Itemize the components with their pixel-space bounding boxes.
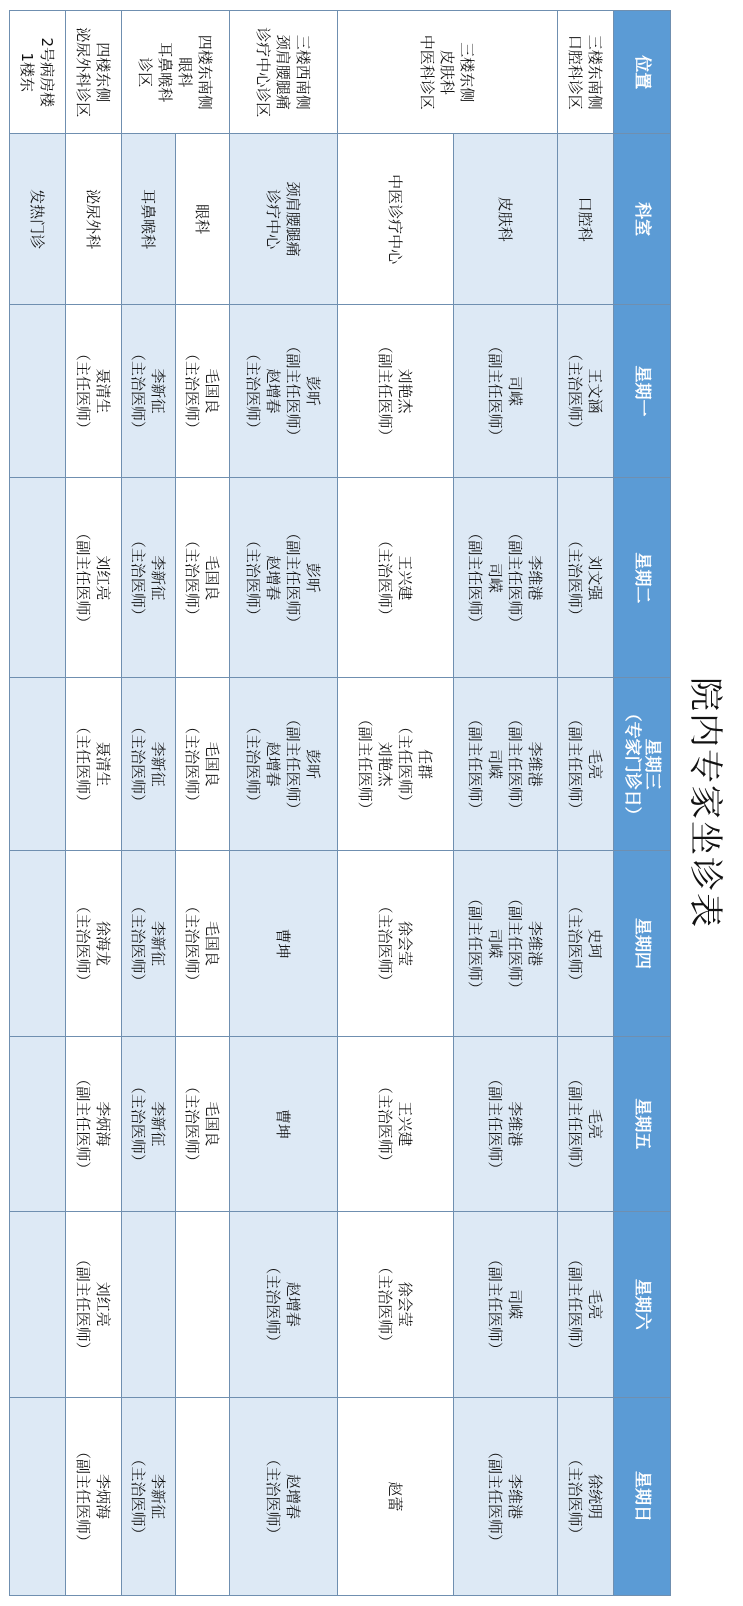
header-sat: 星期六 (614, 1211, 671, 1397)
location-cell: 三楼东南侧 口腔科诊区 (558, 11, 614, 134)
day-cell (176, 1397, 230, 1595)
day-cell: 李维港 （副主任医师） (454, 1397, 558, 1595)
location-cell: 四楼东南侧 眼科 耳鼻喉科 诊区 (122, 11, 230, 134)
day-cell: 毛国良 （主治医师） (176, 478, 230, 678)
day-cell: 王文涵 （主治医师） (558, 304, 614, 478)
location-cell: 2号病房楼 1楼东 (10, 11, 66, 134)
header-fri: 星期五 (614, 1037, 671, 1212)
dept-cell: 耳鼻喉科 (122, 134, 176, 304)
header-tue: 星期二 (614, 478, 671, 678)
table-row (122, 11, 176, 1596)
day-cell (10, 1397, 66, 1595)
header-mon: 星期一 (614, 304, 671, 478)
day-cell (10, 478, 66, 678)
header-dept: 科室 (614, 134, 671, 304)
table-row (10, 11, 66, 1596)
day-cell: 毛国良 （主治医师） (176, 304, 230, 478)
table-row (454, 11, 558, 1596)
header-sun: 星期日 (614, 1397, 671, 1595)
header-row (614, 11, 671, 1596)
day-cell: 徐会莹 （主治医师） (338, 1211, 454, 1397)
day-cell: 刘艳杰 （副主任医师） (338, 304, 454, 478)
table-row (558, 11, 614, 1596)
day-cell: 刘文强 （主治医师） (558, 478, 614, 678)
day-cell: 赵增春 （主治医师） (230, 1211, 338, 1397)
day-cell: 徐海龙 （主治医师） (66, 850, 122, 1036)
day-cell: 王兴建 （主治医师） (338, 478, 454, 678)
day-cell (176, 1211, 230, 1397)
day-cell: 毛国良 （主治医师） (176, 1037, 230, 1212)
day-cell: 毛亮 （副主任医师） (558, 1211, 614, 1397)
day-cell: 李新征 （主治医师） (122, 478, 176, 678)
header-wed: 星期三 （专家门诊日） (614, 678, 671, 850)
dept-cell: 口腔科 (558, 134, 614, 304)
table-row (66, 11, 122, 1596)
day-cell: 毛国良 （主治医师） (176, 678, 230, 850)
dept-cell: 眼科 (176, 134, 230, 304)
day-cell: 毛亮 （副主任医师） (558, 678, 614, 850)
table-row (176, 11, 230, 1596)
day-cell: 李新征 （主治医师） (122, 1037, 176, 1212)
day-cell (10, 850, 66, 1036)
day-cell: 彭昕 （副主任医师） 赵增春 （主治医师） (230, 304, 338, 478)
day-cell: 李炳海 （副主任医师） (66, 1037, 122, 1212)
day-cell: 曹坤 (230, 850, 338, 1036)
dept-cell: 中医诊疗中心 (338, 134, 454, 304)
dept-cell: 皮肤科 (454, 134, 558, 304)
day-cell (10, 678, 66, 850)
day-cell: 李维港 （副主任医师） (454, 1037, 558, 1212)
day-cell: 李新征 （主治医师） (122, 850, 176, 1036)
day-cell: 曹坤 (230, 1037, 338, 1212)
day-cell: 李维港 （副主任医师） 司嵘 （副主任医师） (454, 678, 558, 850)
page-title: 院内专家坐诊表 (685, 677, 725, 929)
day-cell: 刘红亮 （副主任医师） (66, 1211, 122, 1397)
dept-cell: 泌尿外科 (66, 134, 122, 304)
location-cell: 四楼东侧 泌尿外科诊区 (66, 11, 122, 134)
day-cell: 徐统明 （主治医师） (558, 1397, 614, 1595)
day-cell: 王兴建 （主治医师） (338, 1037, 454, 1212)
day-cell (10, 1211, 66, 1397)
day-cell: 李新征 （主治医师） (122, 304, 176, 478)
day-cell: 李维港 （副主任医师） 司嵘 （副主任医师） (454, 478, 558, 678)
day-cell: 刘红亮 （副主任医师） (66, 478, 122, 678)
header-thu: 星期四 (614, 850, 671, 1036)
schedule-table (9, 10, 671, 1596)
day-cell: 彭昕 （副主任医师） 赵增春 （主治医师） (230, 478, 338, 678)
day-cell (10, 304, 66, 478)
location-cell: 三楼东侧 皮肤科 中医科诊区 (338, 11, 558, 134)
day-cell: 毛国良 （主治医师） (176, 850, 230, 1036)
day-cell: 毛亮 （副主任医师） (558, 1037, 614, 1212)
day-cell: 赵蕾 (338, 1397, 454, 1595)
day-cell (10, 1037, 66, 1212)
day-cell (122, 1211, 176, 1397)
day-cell: 李新征 （主治医师） (122, 678, 176, 850)
day-cell: 李新征 （主治医师） (122, 1397, 176, 1595)
day-cell: 史珂 （主治医师） (558, 850, 614, 1036)
day-cell: 徐会莹 （主治医师） (338, 850, 454, 1036)
day-cell: 李维港 （副主任医师） 司嵘 （副主任医师） (454, 850, 558, 1036)
day-cell: 司嵘 （副主任医师） (454, 304, 558, 478)
day-cell: 赵增春 （主治医师） (230, 1397, 338, 1595)
day-cell: 李炳海 （副主任医师） (66, 1397, 122, 1595)
table-row (230, 11, 338, 1596)
dept-cell: 颈肩腰腿痛 诊疗中心 (230, 134, 338, 304)
day-cell: 任群 （主任医师） 刘艳杰 （副主任医师） (338, 678, 454, 850)
day-cell: 彭昕 （副主任医师） 赵增春 （主治医师） (230, 678, 338, 850)
day-cell: 聂清生 （主任医师） (66, 304, 122, 478)
day-cell: 司嵘 （副主任医师） (454, 1211, 558, 1397)
day-cell: 聂清生 （主任医师） (66, 678, 122, 850)
location-cell: 三楼西南侧 颈肩腰腿痛 诊疗中心诊区 (230, 11, 338, 134)
table-row (338, 11, 454, 1596)
header-location: 位置 (614, 11, 671, 134)
dept-cell: 发热门诊 (10, 134, 66, 304)
